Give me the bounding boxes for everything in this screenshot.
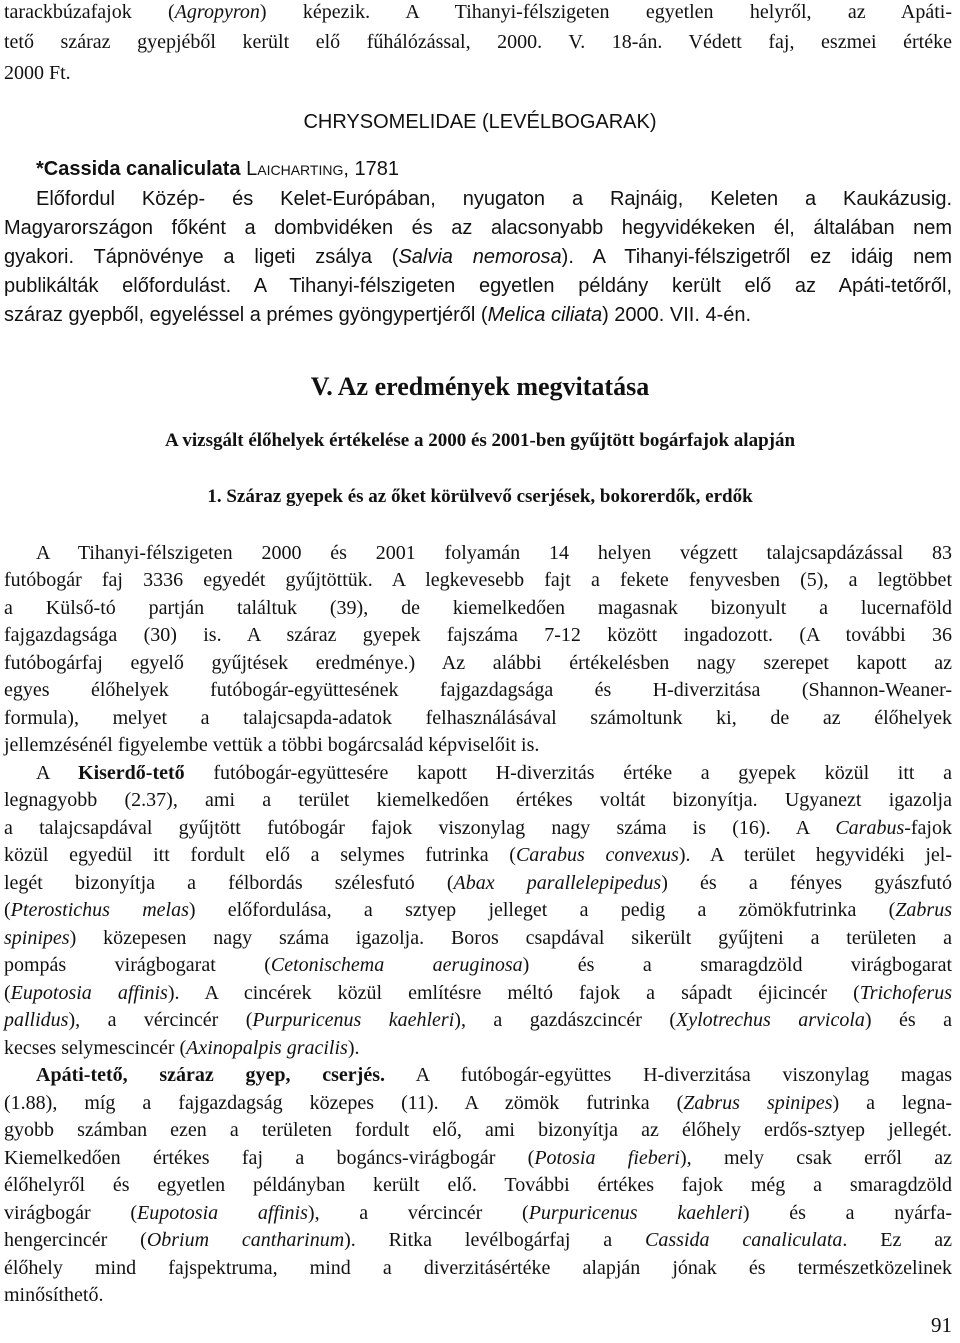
body-line: A Tihanyi-félszigeten 2000 és 2001 folyamán 14 helyen végzett talajcsapdázással 83 xyxy=(36,542,952,564)
intro-line-2 xyxy=(4,30,952,54)
body-line: formula), melyet a talajcsapda-adatok felhasználásával számoltunk ki, de az élőhelyek xyxy=(4,707,952,729)
body-line: hengercincér (Obrium cantharinum). Ritka levélbogárfaj a Cassida canaliculata. Ez az xyxy=(4,1229,952,1251)
species-year: , 1781 xyxy=(343,158,399,180)
body-line: A Kiserdő-tető futóbogár-együttesére kapott H-diverzitás értéke a gyepek közül itt a xyxy=(36,762,953,784)
body-line: minősíthető. xyxy=(4,1284,104,1306)
section-heading: V. Az eredmények megvitatása xyxy=(310,372,650,401)
body-line: fajgazdagsága (30) is. A száraz gyepek fajszáma 7-12 között ingadozott. (A további 36 xyxy=(4,624,952,646)
body-line: élőhelyről és egyetlen példányban került elő. További értékes fajok még a smaragdzöld xyxy=(4,1174,952,1196)
body-line: a Külső-tó partján találtuk (39), de kiemelkedően magasnak bizonyult a lucernaföld xyxy=(4,597,952,619)
body-line: legnagyobb (2.37), ami a terület kiemelkedően értékes voltát bizonyítja. Ugyanezt igazolja xyxy=(4,789,952,811)
body-line: gyobb számban ezen a területen fordult elő, ami bizonyítja az élőhely erdős-sztyep jellegét. xyxy=(4,1119,952,1141)
body-line: kecses selymescincér (Axinopalpis gracilis). xyxy=(4,1037,360,1059)
site-apati: Apáti-tető, száraz gyep, cserjés. xyxy=(36,1064,385,1086)
sub-sub-heading: 1. Száraz gyepek és az őket körülvevő cserjések, bokorerdők, erdők xyxy=(207,486,753,507)
site-kiserdo: Kiserdő-tető xyxy=(78,762,185,784)
body-line: a talajcsapdával gyűjtött futóbogár fajok viszonylag nagy száma is (16). A Carabus-fajok xyxy=(4,817,952,839)
body-line: (Eupotosia affinis). A cincérek közül említésre méltó fajok a sápadt éjicincér (Trichoferus xyxy=(4,982,952,1004)
species-line: száraz gyepből, egyeléssel a prémes gyöngypertjéről (Melica ciliata) 2000. VII. 4-én. xyxy=(4,304,752,326)
intro-text: tarackbúzafajok (Agropyron) képezik. A Tihanyi-félszigeten egyetlen helyről, az Apáti- xyxy=(4,1,952,23)
body-line: virágbogár (Eupotosia affinis), a vércincér (Purpuricenus kaehleri) és a nyárfa- xyxy=(4,1202,953,1224)
body-line: pallidus), a vércincér (Purpuricenus kaehleri), a gazdászcincér (Xylotrechus arvicola) és a xyxy=(4,1009,953,1031)
body-line: élőhely mind fajspektruma, mind a diverzitásértéke alapján jónak és természetközelinek xyxy=(4,1257,952,1279)
intro-text: 2000 Ft. xyxy=(4,62,71,84)
species-name: *Cassida canaliculata xyxy=(36,158,241,180)
species-author: Laicharting xyxy=(246,158,344,180)
species-line: gyakori. Tápnövénye a ligeti zsálya (Salvia nemorosa). A Tihanyi-félszigetről ez idáig nem xyxy=(4,246,953,268)
body-line: futóbogárfaj egyelő gyűjtések eredménye.) Az alábbi értékelésben nagy szerepet kapott az xyxy=(4,652,952,674)
body-line: jellemzésénél figyelembe vettük a többi bogárcsalád képviselőit is. xyxy=(4,734,540,756)
species-line: Előfordul Közép- és Kelet-Európában, nyugaton a Rajnáig, Keleten a Kaukázusig. xyxy=(36,188,952,210)
body-line: legét bizonyítja a félbordás szélesfutó (Abax parallelepipedus) és a fényes gyászfutó xyxy=(4,872,952,894)
sub-heading: A vizsgált élőhelyek értékelése a 2000 és 2001-ben gyűjtött bogárfajok alapján xyxy=(164,430,796,451)
family-heading: CHRYSOMELIDAE (LEVÉLBOGARAK) xyxy=(303,111,657,133)
body-line: (1.88), míg a fajgazdagság közepes (11). A zömök futrinka (Zabrus spinipes) a legna- xyxy=(4,1092,953,1114)
intro-line-1 xyxy=(4,0,952,24)
body-line: futóbogár faj 3336 egyedét gyűjtöttük. A legkevesebb fajt a fekete fenyvesben (5), a legtöbbet xyxy=(4,569,952,591)
species-line: publikálták előfordulást. A Tihanyi-félszigeten egyetlen példány került elő az Apáti-tetőről, xyxy=(4,275,952,297)
body-line: spinipes) közepesen nagy száma igazolja. Boros csapdával sikerült gyűjteni a területen a xyxy=(4,927,952,949)
body-line: egyes élőhelyek futóbogár-együttesének fajgazdagsága és H-diverzitása (Shannon-Weaner- xyxy=(4,679,952,701)
species-line: Magyarországon főként a dombvidéken és az alacsonyabb hegyvidékeken él, általában nem xyxy=(4,217,952,239)
body-line: Kiemelkedően értékes faj a bogáncs-virágbogár (Potosia fieberi), mely csak erről az xyxy=(4,1147,952,1169)
body-line: (Pterostichus melas) előfordulása, a sztyep jelleget a pedig a zömökfutrinka (Zabrus xyxy=(4,899,952,921)
body-line: közül egyedül itt fordult elő a selymes futrinka (Carabus convexus). A terület hegyvidéki jel- xyxy=(4,844,952,866)
species-header xyxy=(36,157,399,181)
intro-text: tető száraz gyepjéből került elő fűhálózással, 2000. V. 18-án. Védett faj, eszmei értéke xyxy=(4,31,952,53)
intro-line-3 xyxy=(4,61,71,85)
page-number: 91 xyxy=(931,1313,952,1337)
body-line: pompás virágbogarat (Cetonischema aeruginosa) és a smaragdzöld virágbogarat xyxy=(4,954,952,976)
body-line: Apáti-tető, száraz gyep, cserjés. A futóbogár-együttes H-diverzitása viszonylag magas xyxy=(36,1064,952,1086)
